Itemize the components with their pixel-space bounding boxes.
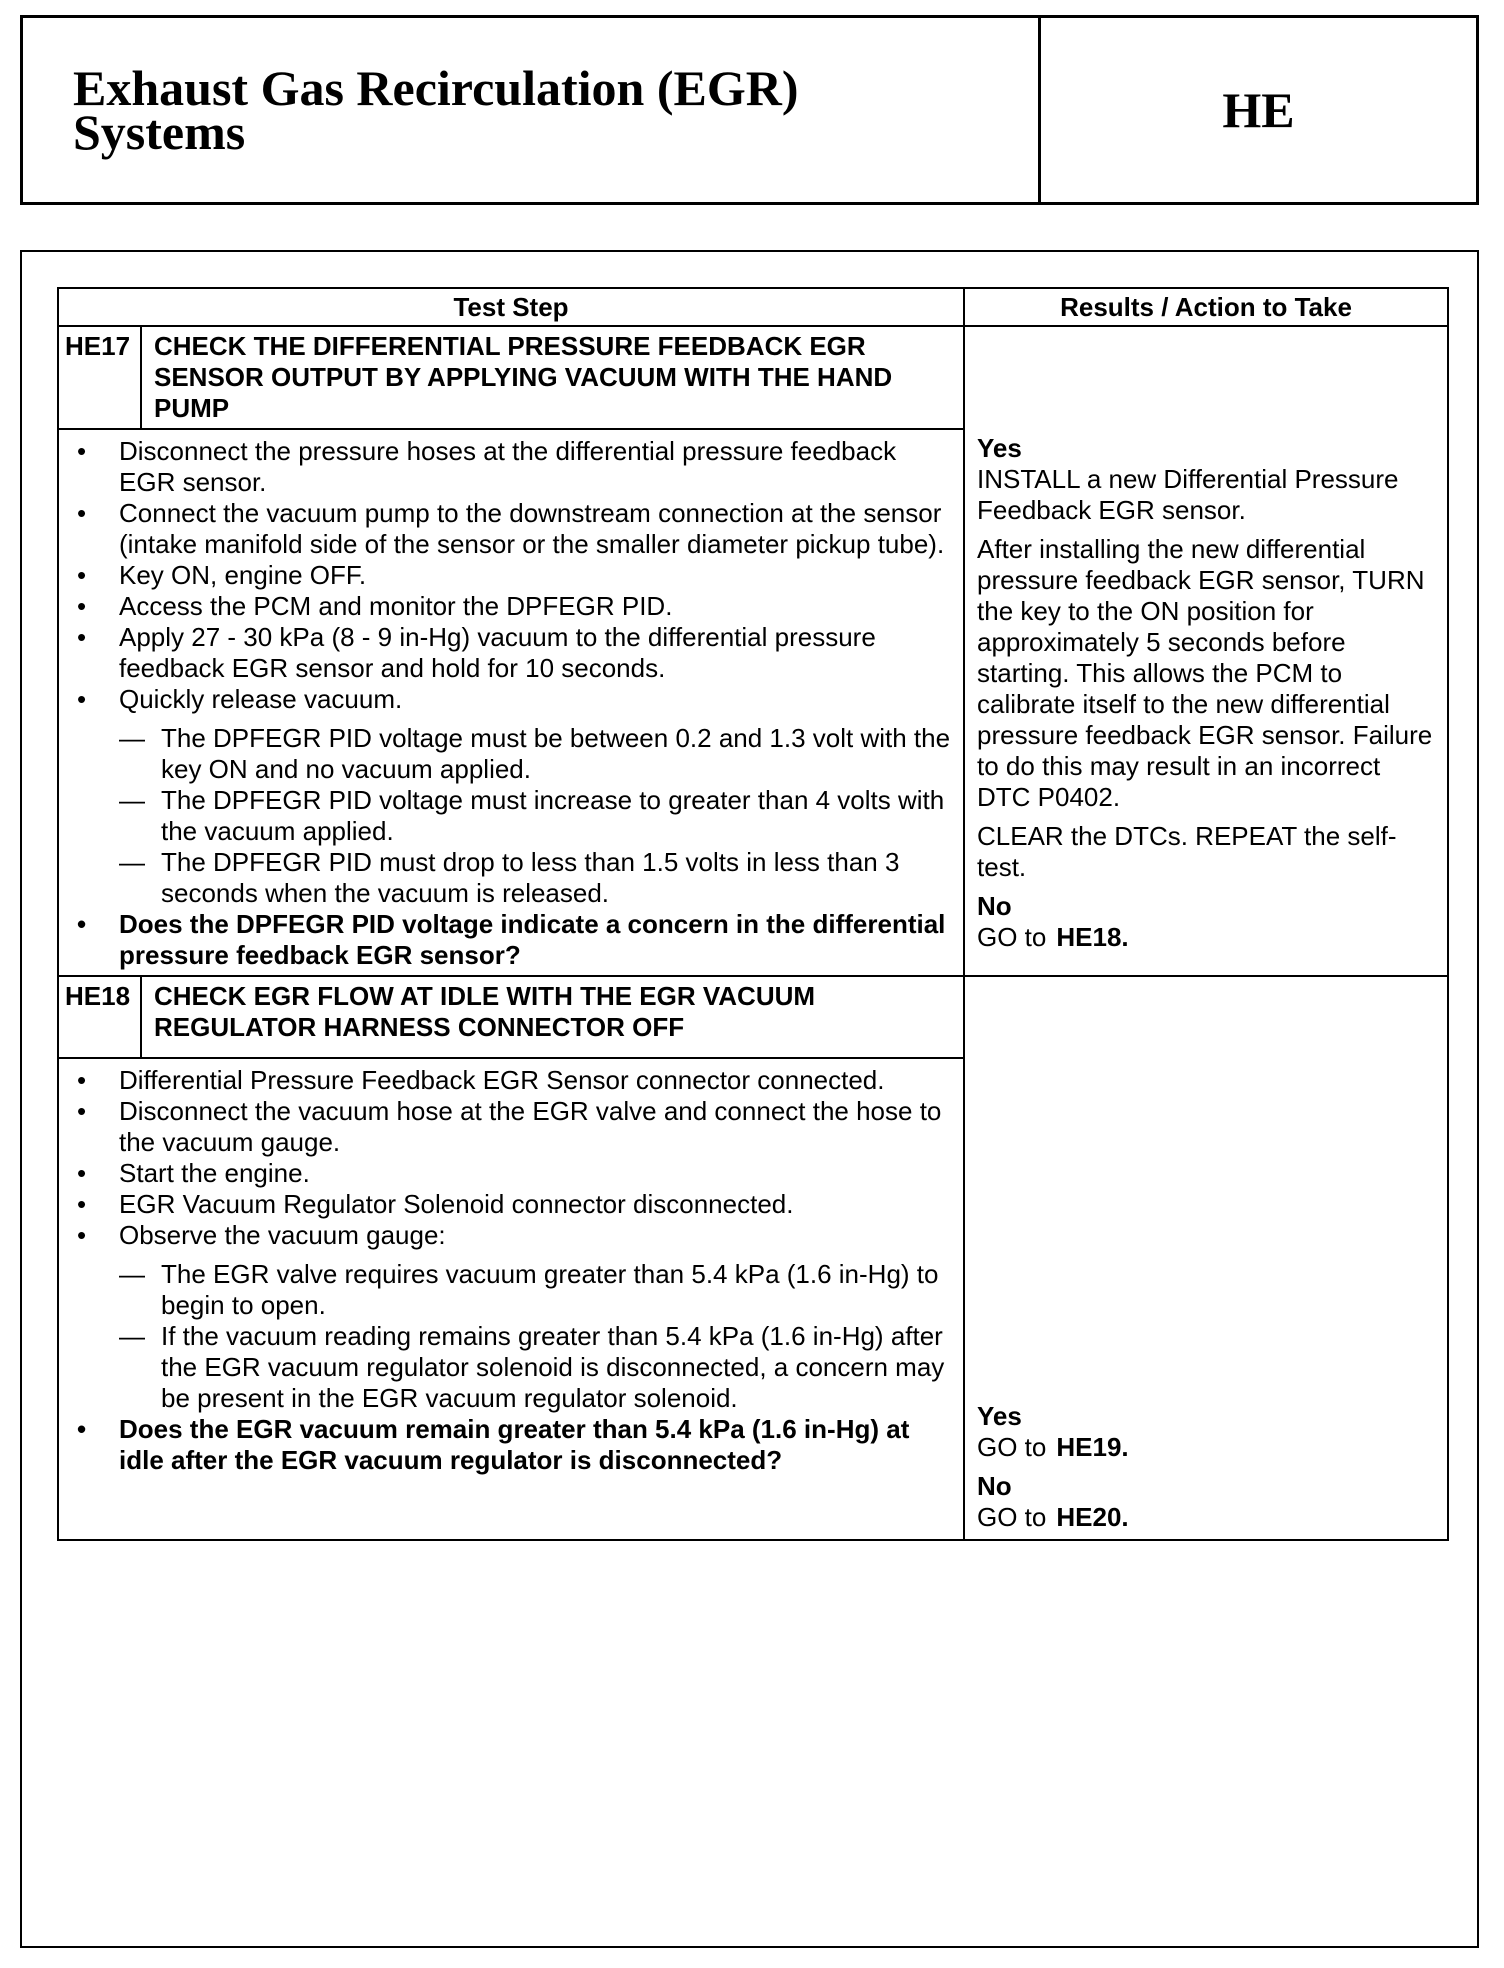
instruction-item: • EGR Vacuum Regulator Solenoid connector disconnected. (71, 1189, 955, 1220)
step-title-he18: CHECK EGR FLOW AT IDLE WITH THE EGR VACUUM REGULATOR HARNESS CONNECTOR OFF (141, 976, 964, 1058)
question-list-he18 (71, 1414, 955, 1476)
yes-action-he18: GO to HE19. (977, 1432, 1129, 1462)
no-label-he18: No (977, 1471, 1012, 1501)
step-title-row-he17 (58, 326, 1448, 429)
goto-target-he18: HE18. (1056, 922, 1129, 952)
instruction-item: • Disconnect the vacuum hose at the EGR valve and connect the hose to the vacuum gauge. (71, 1096, 955, 1158)
step-code-he18: HE18 (58, 976, 141, 1058)
yes-action-he17-1: INSTALL a new Differential Pressure Feedback EGR sensor. (977, 464, 1399, 525)
instruction-item: • Observe the vacuum gauge: (71, 1220, 955, 1251)
title-line-1: Exhaust Gas Recirculation (EGR) (73, 60, 799, 116)
instruction-item: • Disconnect the pressure hoses at the differential pressure feedback EGR sensor. (71, 436, 955, 498)
title-line-2: Systems (73, 104, 246, 160)
question-he17: • Does the DPFEGR PID voltage indicate a concern in the differential pressure feedback EGR sensor? (71, 909, 955, 971)
instruction-item: • Access the PCM and monitor the DPFEGR PID. (71, 591, 955, 622)
instruction-item: • Quickly release vacuum. (71, 684, 955, 715)
criteria-item: — The EGR valve requires vacuum greater than 5.4 kPa (1.6 in-Hg) to begin to open. (71, 1259, 955, 1321)
instruction-item: • Connect the vacuum pump to the downstream connection at the sensor (intake manifold side of the sensor or the smaller diameter pickup tube). (71, 498, 955, 560)
step-title-he17: CHECK THE DIFFERENTIAL PRESSURE FEEDBACK EGR SENSOR OUTPUT BY APPLYING VACUUM WITH THE HAND PUMP (141, 326, 964, 429)
criteria-item: — The DPFEGR PID voltage must increase to greater than 4 volts with the vacuum applied. (71, 785, 955, 847)
step-body-he18 (58, 1058, 964, 1540)
page-header (20, 15, 1479, 205)
criteria-item: — The DPFEGR PID voltage must be between 0.2 and 1.3 volt with the key ON and no vacuum applied. (71, 723, 955, 785)
yes-action-he17-2: After installing the new differential pressure feedback EGR sensor, TURN the key to the ON position for approximately 5 seconds before starting. This allows the PCM to calibrate itself to the new differential pressure feedback EGR sensor. Failure to do this may result in an incorrect DTC P0402. (977, 534, 1433, 812)
yes-label-he17: Yes (977, 433, 1022, 463)
no-action-he18: GO to HE20. (977, 1502, 1129, 1532)
instruction-item: • Differential Pressure Feedback EGR Sensor connector connected. (71, 1065, 955, 1096)
criteria-item: — The DPFEGR PID must drop to less than 1.5 volts in less than 3 seconds when the vacuum is released. (71, 847, 955, 909)
content-frame (20, 250, 1479, 1948)
result-cell-he18 (964, 976, 1448, 1540)
criteria-list-he17 (71, 723, 955, 909)
question-he18: • Does the EGR vacuum remain greater than 5.4 kPa (1.6 in-Hg) at idle after the EGR vacuum regulator is disconnected? (71, 1414, 955, 1476)
instruction-list-he17 (71, 436, 955, 715)
instruction-item: • Start the engine. (71, 1158, 955, 1189)
no-action-he17: GO to HE18. (977, 922, 1129, 952)
goto-target-he19: HE19. (1056, 1432, 1129, 1462)
step-code-he17: HE17 (58, 326, 141, 429)
section-code: HE (1222, 82, 1295, 138)
goto-target-he20: HE20. (1056, 1502, 1129, 1532)
col-header-results: Results / Action to Take (964, 288, 1448, 326)
instruction-list-he18 (71, 1065, 955, 1251)
test-step-table (57, 287, 1449, 1541)
table-header-row (58, 288, 1448, 326)
no-label-he17: No (977, 891, 1012, 921)
step-title-row-he18 (58, 976, 1448, 1058)
yes-label-he18: Yes (977, 1401, 1022, 1431)
instruction-item: • Key ON, engine OFF. (71, 560, 955, 591)
result-cell-he17 (964, 326, 1448, 976)
instruction-item: • Apply 27 - 30 kPa (8 - 9 in-Hg) vacuum to the differential pressure feedback EGR sensor and hold for 10 seconds. (71, 622, 955, 684)
step-body-he17 (58, 429, 964, 976)
col-header-test-step: Test Step (58, 288, 964, 326)
criteria-list-he18 (71, 1259, 955, 1414)
question-list-he17 (71, 909, 955, 971)
yes-action-he17-3: CLEAR the DTCs. REPEAT the self-test. (977, 821, 1397, 882)
criteria-item: — If the vacuum reading remains greater than 5.4 kPa (1.6 in-Hg) after the EGR vacuum regulator solenoid is disconnected, a concern may be present in the EGR vacuum regulator solenoid. (71, 1321, 955, 1414)
page-title (23, 18, 1041, 202)
